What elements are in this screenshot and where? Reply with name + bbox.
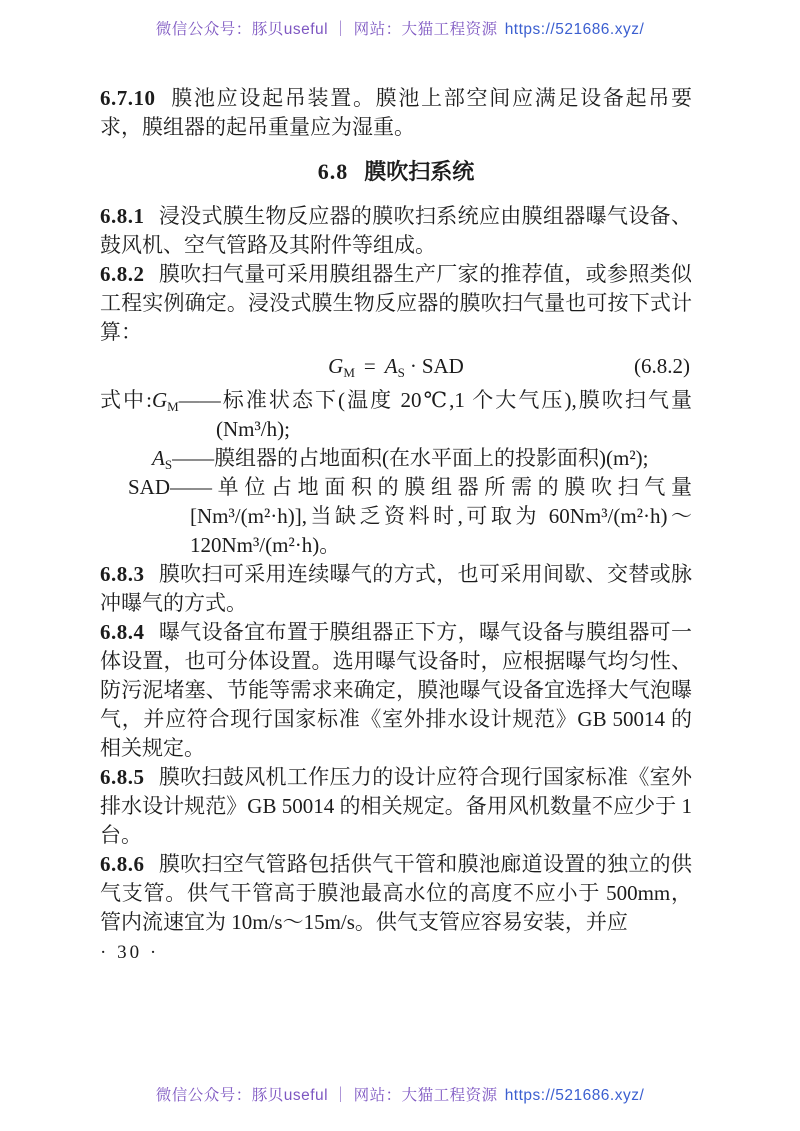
section-heading-number: 6.8 — [317, 159, 349, 184]
equation-var-a: A — [384, 354, 398, 378]
definition-gm-symbol: G — [151, 388, 168, 412]
page-content — [100, 84, 692, 967]
clause-6-8-1 — [100, 202, 692, 260]
clause-6-8-2-text: 膜吹扫气量可采用膜组器生产厂家的推荐值，或参照类似工程实例确定。浸没式膜生物反应器的膜吹扫气量也可按下式计算： — [100, 262, 692, 344]
definition-as-symbol: A — [152, 446, 165, 470]
equation-var-g-subscript: M — [343, 365, 355, 380]
definition-sad-symbol: SAD — [128, 475, 171, 499]
definition-as-subscript: S — [164, 457, 173, 472]
definition-as — [100, 444, 692, 473]
clause-6-8-6-text: 膜吹扫空气管路包括供气干管和膜池廊道设置的独立的供气支管。供气干管高于膜池最高水位的高度不应小于 500mm，管内流速宜为 10m/s～15m/s。供气支管应容易安装，并应 — [100, 852, 692, 934]
clause-6-8-4-number: 6.8.4 — [100, 620, 145, 644]
clause-6-8-3-number: 6.8.3 — [100, 562, 145, 586]
clause-6-8-2-number: 6.8.2 — [100, 262, 145, 286]
equation-term-sad: SAD — [421, 354, 464, 378]
header-watermark — [0, 17, 800, 39]
definition-gm-text: ——标准状态下(温度 20℃,1 个大气压),膜吹扫气量(Nm³/h); — [178, 388, 692, 441]
equation-number: (6.8.2) — [634, 354, 690, 378]
footer-watermark — [0, 1083, 800, 1105]
clause-6-8-1-number: 6.8.1 — [100, 204, 145, 228]
equation-var-a-subscript: S — [397, 365, 405, 380]
clause-6-8-3-text: 膜吹扫可采用连续曝气的方式，也可采用间歇、交替或脉冲曝气的方式。 — [100, 562, 692, 615]
watermark-text: 微信公众号：豚贝useful ｜ 网站：大猫工程资源 — [155, 21, 498, 38]
footer-watermark-url: https://521686.xyz/ — [504, 1087, 645, 1104]
page-number: · 30 · — [100, 942, 160, 963]
equation-equals-sign: = — [363, 354, 376, 378]
section-heading-title: 膜吹扫系统 — [364, 159, 475, 184]
clause-6-8-4 — [100, 618, 692, 763]
clause-6-8-5-text: 膜吹扫鼓风机工作压力的设计应符合现行国家标准《室外排水设计规范》GB 50014 的相关规定。备用风机数量不应少于 1 台。 — [100, 765, 692, 847]
equation-dot-operator: · — [409, 354, 417, 378]
clause-6-7-10-text: 膜池应设起吊装置。膜池上部空间应满足设备起吊要求，膜组器的起吊重量应为湿重。 — [100, 86, 692, 139]
equation-6-8-2 — [100, 351, 692, 382]
definition-sad — [100, 473, 692, 560]
clause-6-8-2 — [100, 260, 692, 347]
clause-6-8-3 — [100, 560, 692, 618]
definition-gm-subscript: M — [167, 399, 179, 414]
equation-var-g: G — [328, 354, 344, 378]
clause-6-7-10 — [100, 84, 692, 142]
clause-6-8-4-text: 曝气设备宜布置于膜组器正下方，曝气设备与膜组器可一体设置，也可分体设置。选用曝气设备时，应根据曝气均匀性、防污泥堵塞、节能等需求来确定，膜池曝气设备宜选择大气泡曝气，并应符合现行国家标准《室外排水设计规范》GB 50014 的相关规定。 — [100, 620, 692, 760]
definition-gm — [100, 386, 692, 444]
section-heading-6-8 — [100, 157, 692, 186]
equation-expression — [328, 354, 464, 378]
clause-6-8-6 — [100, 850, 692, 937]
definition-prefix: 式中: — [100, 388, 152, 412]
clause-6-8-1-text: 浸没式膜生物反应器的膜吹扫系统应由膜组器曝气设备、鼓风机、空气管路及其附件等组成。 — [100, 204, 692, 257]
definition-sad-text: ——单位占地面积的膜组器所需的膜吹扫气量[Nm³/(m²·h)],当缺乏资料时,可取为 60Nm³/(m²·h)～120Nm³/(m²·h)。 — [170, 475, 692, 557]
clause-6-8-5 — [100, 763, 692, 850]
footer-watermark-text: 微信公众号：豚贝useful ｜ 网站：大猫工程资源 — [155, 1087, 498, 1104]
clause-6-8-5-number: 6.8.5 — [100, 765, 145, 789]
clause-6-7-10-number: 6.7.10 — [100, 86, 156, 110]
clause-6-8-6-number: 6.8.6 — [100, 852, 145, 876]
definition-as-text: ——膜组器的占地面积(在水平面上的投影面积)(m²); — [172, 446, 649, 470]
watermark-url: https://521686.xyz/ — [504, 21, 645, 38]
